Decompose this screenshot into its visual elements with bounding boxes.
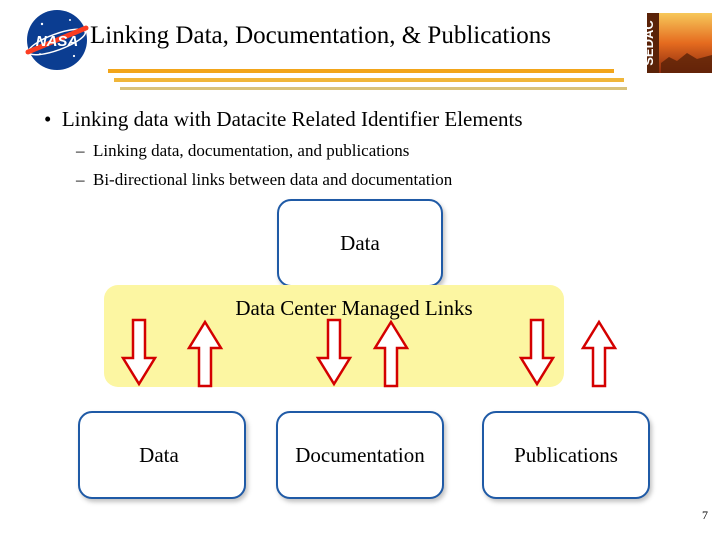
dash-marker: – xyxy=(76,141,93,160)
down-arrow-documentation xyxy=(314,318,354,388)
data-box-label: Data xyxy=(139,442,179,467)
top-data-label: Data xyxy=(340,230,380,255)
title-rule-2 xyxy=(114,78,624,82)
data-box xyxy=(78,411,246,499)
publications-box xyxy=(482,411,650,499)
title-rule-3 xyxy=(120,87,627,90)
sub-bullet-text: Linking data, documentation, and publications xyxy=(93,141,410,160)
down-arrow-publications xyxy=(517,318,557,388)
svg-text:SEDAC: SEDAC xyxy=(641,20,656,66)
page-number: 7 xyxy=(702,508,708,522)
documentation-box xyxy=(276,411,444,499)
sedac-logo xyxy=(641,13,712,73)
publications-box-label: Publications xyxy=(514,442,618,467)
sub-bullet-2 xyxy=(76,170,452,190)
down-arrow-data xyxy=(119,318,159,388)
title-rule-1 xyxy=(108,69,614,73)
sub-bullet-1 xyxy=(76,141,409,161)
up-arrow-data xyxy=(185,318,225,388)
svg-text:NASA: NASA xyxy=(35,33,79,50)
top-data-box xyxy=(277,199,443,287)
managed-links-label: Data Center Managed Links xyxy=(235,296,473,320)
page-title: Linking Data, Documentation, & Publications xyxy=(90,22,552,49)
sub-bullet-text: Bi-directional links between data and documentation xyxy=(93,170,453,189)
nasa-logo xyxy=(22,8,92,72)
up-arrow-publications xyxy=(579,318,619,388)
bullet-marker: • xyxy=(44,107,62,131)
main-bullet-text: Linking data with Datacite Related Identifier Elements xyxy=(61,107,523,131)
dash-marker: – xyxy=(76,170,93,189)
main-bullet xyxy=(44,107,523,132)
documentation-box-label: Documentation xyxy=(295,442,425,467)
up-arrow-documentation xyxy=(371,318,411,388)
